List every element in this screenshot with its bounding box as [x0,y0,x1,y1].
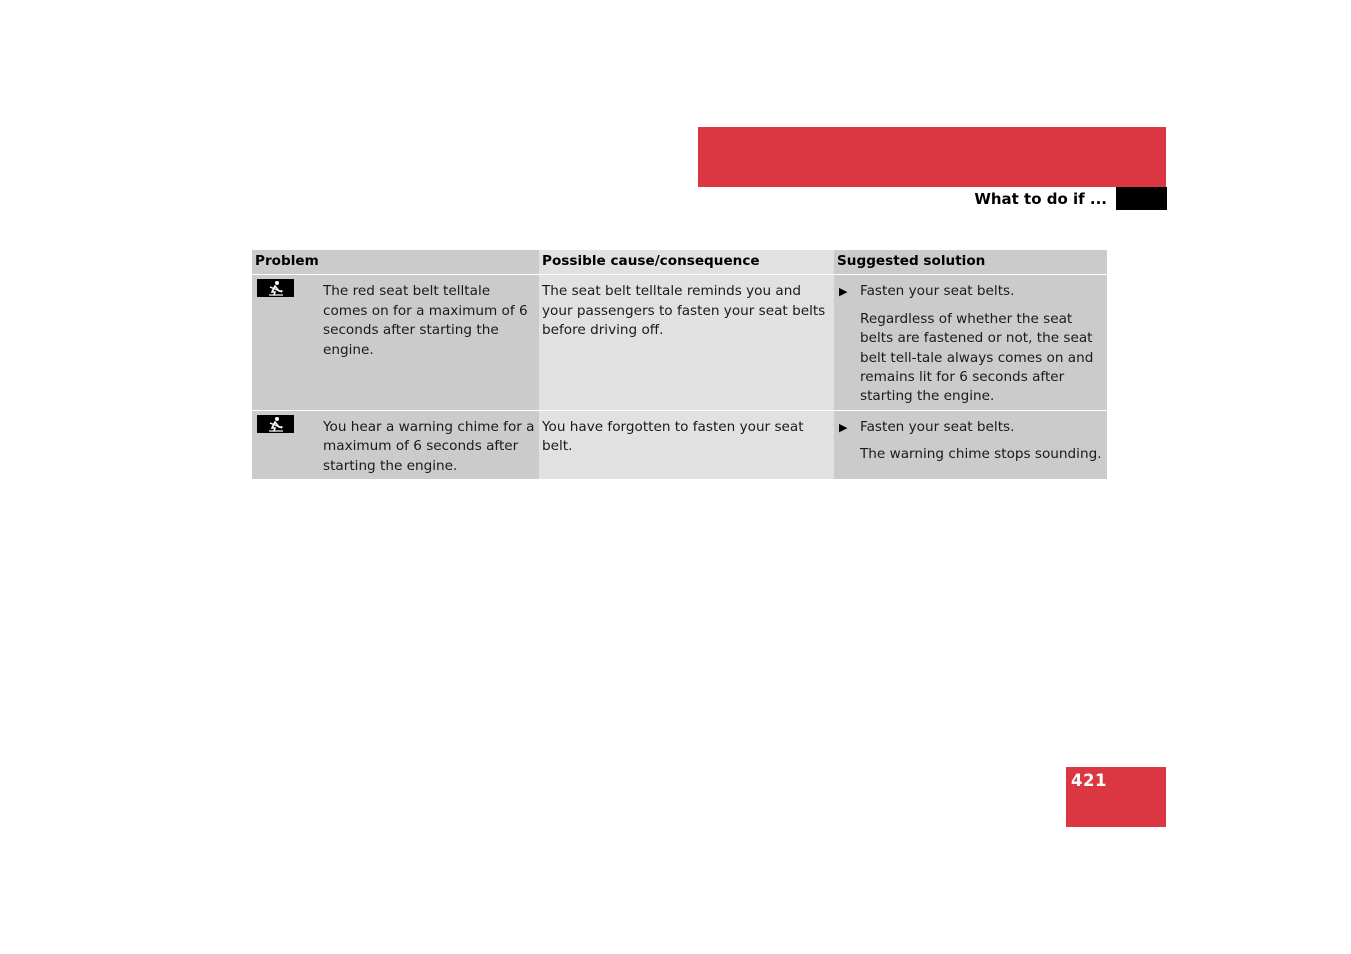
action-arrow-icon: ▶ [839,420,848,434]
solution-step [837,282,1103,301]
solution-step-text: Fasten your seat belts. [860,418,1015,435]
cause-cell [539,275,834,410]
table-row [252,275,1107,410]
column-header-problem: Problem [252,250,539,275]
seat-belt-warning-icon [257,279,294,297]
problem-table [252,250,1107,480]
problem-text: You hear a warning chime for a maximum of 6 seconds after starting the engine. [323,418,535,474]
solution-note: Regardless of whether the seat belts are fastened or not, the seat belt tell-tale always comes on and remains lit for 6 seconds after starting the engine. [860,310,1094,405]
solution-step [837,418,1103,437]
solution-step-text: Fasten your seat belts. [860,283,1015,300]
table-header-row [252,250,1107,275]
subsection-title: What to do if ... [974,190,1107,208]
table-row [252,410,1107,479]
solution-note: The warning chime stops sounding. [860,446,1102,463]
solution-cell [834,410,1107,479]
thumb-tab-marker [1116,187,1167,210]
cause-text: You have forgotten to fasten your seat belt. [542,418,804,455]
problem-cell [252,275,539,410]
action-arrow-icon: ▶ [839,285,848,299]
header-band [698,127,1166,187]
column-header-solution: Suggested solution [834,250,1107,275]
problem-cell [252,410,539,479]
cause-text: The seat belt telltale reminds you and your passengers to fasten your seat belts before driving off. [542,283,826,339]
problem-text: The red seat belt telltale comes on for a maximum of 6 seconds after starting the engine. [323,283,528,358]
section-title-text: Practical hints [108,160,245,179]
page-number: 421 [1071,771,1107,790]
column-header-cause: Possible cause/consequence [539,250,834,275]
cause-cell [539,410,834,479]
solution-cell [834,275,1107,410]
seat-belt-warning-icon [257,415,294,433]
